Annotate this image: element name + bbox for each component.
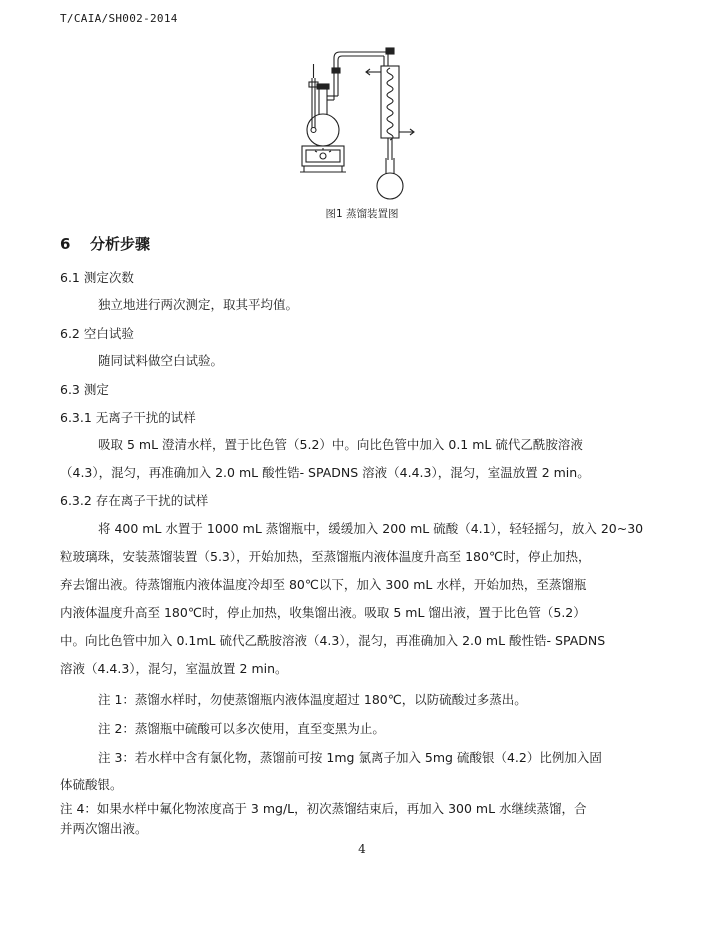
section-6-3-2-line: 中。向比色管中加入 0.1mL 硫代乙酰胺溶液（4.3），混匀，再准确加入 2.0 mL 酸性锆- SPADNS: [60, 633, 606, 648]
note-4-continued: 并两次馏出液。: [60, 821, 148, 836]
section-6-3-1-heading: 6.3.1 无离子干扰的试样: [60, 410, 196, 425]
section-6-2-body: 随同试料做空白试验。: [98, 353, 224, 368]
section-6-3-heading: 6.3 测定: [60, 382, 109, 397]
note-2: 注 2：蒸馏瓶中硫酸可以多次使用，直至变黑为止。: [98, 721, 385, 736]
document-id-header: T/CAIA/SH002-2014: [60, 12, 178, 25]
section-6-1-heading: 6.1 测定次数: [60, 270, 134, 285]
section-6-heading: [60, 233, 150, 254]
section-6-3-2-line: 弃去馏出液。待蒸馏瓶内液体温度冷却至 80℃以下，加入 300 mL 水样，开始加热，至蒸馏瓶: [60, 577, 587, 592]
condenser: [381, 66, 399, 138]
section-6-3-1-line: （4.3），混匀，再准确加入 2.0 mL 酸性锆- SPADNS 溶液（4.4.3），混匀，室温放置 2 min。: [60, 465, 590, 480]
note-3-continued: 体硫酸银。: [60, 777, 123, 792]
figure-caption: 图1 蒸馏装置图: [325, 208, 399, 220]
section-6-number: 6: [60, 235, 71, 253]
section-6-3-2-line: 内液体温度升高至 180℃时，停止加热，收集馏出液。吸取 5 mL 馏出液，置于比色管（5.2）: [60, 605, 586, 620]
distillation-apparatus-figure: [290, 40, 450, 205]
section-6-2-heading: 6.2 空白试验: [60, 326, 134, 341]
section-6-3-2-heading: 6.3.2 存在离子干扰的试样: [60, 493, 209, 508]
note-1: 注 1：蒸馏水样时，勿使蒸馏瓶内液体温度超过 180℃，以防硫酸过多蒸出。: [98, 692, 527, 707]
note-3: 注 3：若水样中含有氯化物，蒸馏前可按 1mg 氯离子加入 5mg 硫酸银（4.2）比例加入固: [98, 750, 602, 765]
section-6-3-1-line: 吸取 5 mL 澄清水样，置于比色管（5.2）中。向比色管中加入 0.1 mL 硫代乙酰胺溶液: [98, 437, 583, 452]
section-6-3-2-line: 粒玻璃珠，安装蒸馏装置（5.3），开始加热，至蒸馏瓶内液体温度升高至 180℃时，停止加热，: [60, 549, 591, 564]
section-6-3-2-line: 溶液（4.4.3），混匀，室温放置 2 min。: [60, 661, 288, 676]
section-6-3-2-line: 将 400 mL 水置于 1000 mL 蒸馏瓶中，缓缓加入 200 mL 硫酸（4.1），轻轻摇匀，放入 20~30: [98, 521, 644, 536]
section-6-1-body: 独立地进行两次测定，取其平均值。: [98, 297, 299, 312]
page-number: 4: [358, 842, 366, 856]
note-4: 注 4：如果水样中氟化物浓度高于 3 mg/L，初次蒸馏结束后，再加入 300 mL 水继续蒸馏，合: [60, 801, 587, 816]
section-6-title: 分析步骤: [90, 235, 151, 253]
receiving-flask: [377, 173, 403, 199]
